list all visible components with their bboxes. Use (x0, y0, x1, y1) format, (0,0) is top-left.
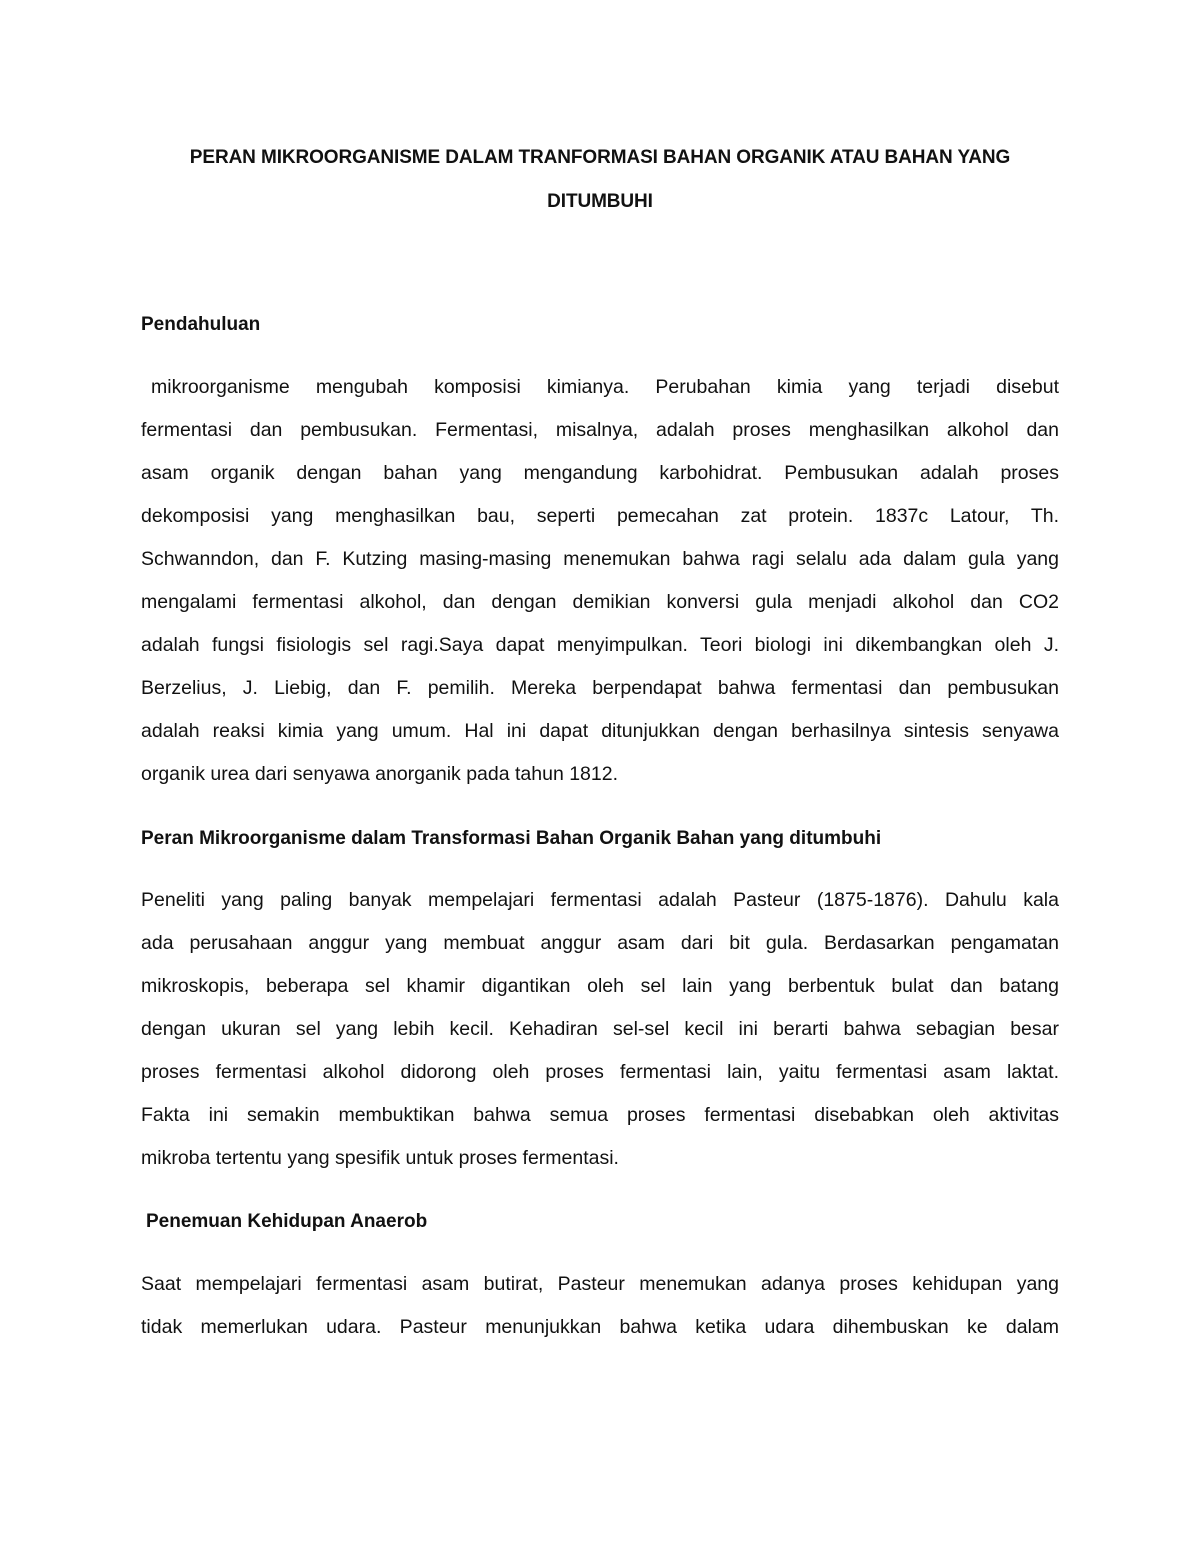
paragraph-line: ada perusahaan anggur yang membuat anggur asam dari bit gula. Berdasarkan pengamatan (141, 932, 1059, 954)
title-line-2: DITUMBUHI (547, 191, 653, 212)
paragraph-line: Berzelius, J. Liebig, dan F. pemilih. Mereka berpendapat bahwa fermentasi dan pembusukan (141, 677, 1059, 699)
paragraph-peran (141, 879, 1059, 1180)
paragraph-line: mengalami fermentasi alkohol, dan dengan demikian konversi gula menjadi alkohol dan CO2 (141, 591, 1059, 613)
paragraph-line: mikroorganisme mengubah komposisi kimianya. Perubahan kimia yang terjadi disebut (151, 376, 1059, 398)
section-heading-anaerob: Penemuan Kehidupan Anaerob (146, 1211, 428, 1232)
title-line-1: PERAN MIKROORGANISME DALAM TRANFORMASI BAHAN ORGANIK ATAU BAHAN YANG (189, 147, 1011, 168)
paragraph-line: tidak memerlukan udara. Pasteur menunjukkan bahwa ketika udara dihembuskan ke dalam (141, 1316, 1059, 1338)
paragraph-line: Peneliti yang paling banyak mempelajari fermentasi adalah Pasteur (1875-1876). Dahulu kala (141, 889, 1059, 911)
section-heading-peran: Peran Mikroorganisme dalam Transformasi Bahan Organik Bahan yang ditumbuhi (141, 828, 882, 849)
paragraph-line: fermentasi dan pembusukan. Fermentasi, misalnya, adalah proses menghasilkan alkohol dan (141, 419, 1059, 441)
paragraph-line: Saat mempelajari fermentasi asam butirat, Pasteur menemukan adanya proses kehidupan yang (141, 1273, 1059, 1295)
paragraph-anaerob (141, 1263, 1059, 1349)
document-title (140, 136, 1060, 224)
paragraph-line: proses fermentasi alkohol didorong oleh proses fermentasi lain, yaitu fermentasi asam laktat. (141, 1061, 1059, 1083)
paragraph-line: asam organik dengan bahan yang mengandung karbohidrat. Pembusukan adalah proses (141, 462, 1059, 484)
section-heading-pendahuluan: Pendahuluan (141, 314, 261, 335)
paragraph-line: adalah fungsi fisiologis sel ragi.Saya dapat menyimpulkan. Teori biologi ini dikembangkan oleh J. (141, 634, 1059, 656)
paragraph-line: mikroba tertentu yang spesifik untuk proses fermentasi. (141, 1147, 619, 1169)
paragraph-line: adalah reaksi kimia yang umum. Hal ini dapat ditunjukkan dengan berhasilnya sintesis senyawa (141, 720, 1059, 742)
paragraph-line: dengan ukuran sel yang lebih kecil. Kehadiran sel-sel kecil ini berarti bahwa sebagian besar (141, 1018, 1059, 1040)
paragraph-line: mikroskopis, beberapa sel khamir digantikan oleh sel lain yang berbentuk bulat dan batang (141, 975, 1059, 997)
paragraph-line: dekomposisi yang menghasilkan bau, seperti pemecahan zat protein. 1837c Latour, Th. (141, 505, 1059, 527)
paragraph-line: Fakta ini semakin membuktikan bahwa semua proses fermentasi disebabkan oleh aktivitas (141, 1104, 1059, 1126)
paragraph-line: Schwanndon, dan F. Kutzing masing-masing menemukan bahwa ragi selalu ada dalam gula yang (141, 548, 1059, 570)
paragraph-line: organik urea dari senyawa anorganik pada tahun 1812. (141, 763, 619, 785)
paragraph-pendahuluan (141, 366, 1059, 796)
